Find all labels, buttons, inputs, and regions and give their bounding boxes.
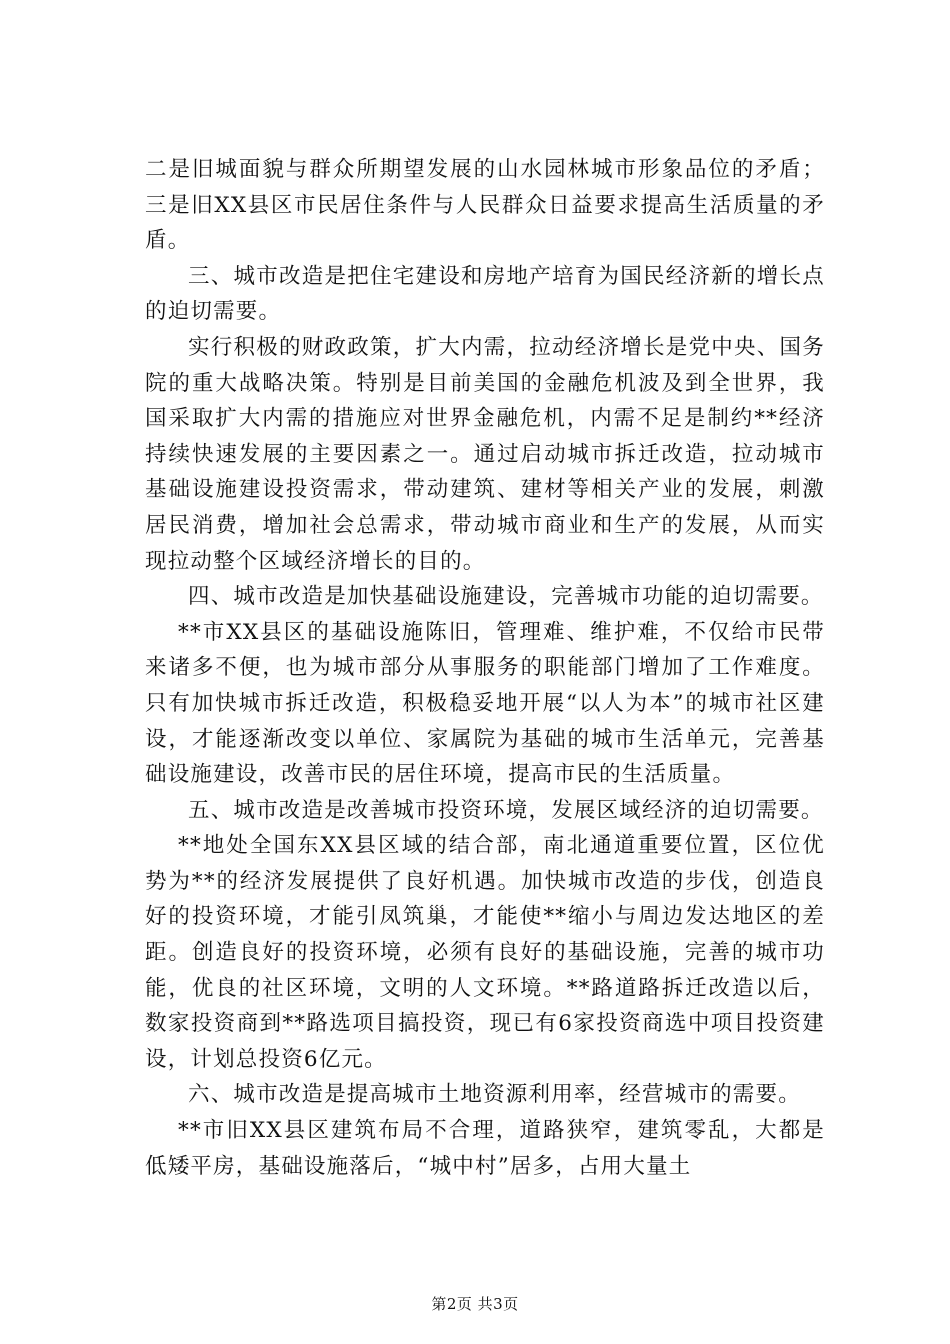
paragraph-infrastructure: **市XX县区的基础设施陈旧，管理难、维护难，不仅给市民带来诸多不便，也为城市部分从事服务的职能部门增加了工作难度。只有加快城市拆迁改造，积极稳妥地开展“以人为本”的城市社区建设，才能逐渐改变以单位、家属院为基础的城市生活单元，完善基础设施建设，改善市民的居住环境，提高市民的生活质量。 (145, 619, 825, 788)
section-heading-4: 四、城市改造是加快基础设施建设，完善城市功能的迫切需要。 (188, 584, 824, 610)
paragraph-continuation: 二是旧城面貌与群众所期望发展的山水园林城市形象品位的矛盾；三是旧XX县区市民居住条件与人民群众日益要求提高生活质量的矛盾。 (145, 157, 825, 254)
section-heading-6: 六、城市改造是提高城市土地资源利用率，经营城市的需要。 (188, 1082, 801, 1108)
paragraph-investment-environment: **地处全国东XX县区域的结合部，南北通道重要位置，区位优势为**的经济发展提供了良好机遇。加快城市改造的步伐，创造良好的投资环境，才能引凤筑巢，才能使**缩小与周边发达地区的差距。创造良好的投资环境，必须有良好的基础设施，完善的城市功能，优良的社区环境，文明的人文环境。**路道路拆迁改造以后，数家投资商到**路选项目搞投资，现已有6家投资商选中项目投资建设，计划总投资6亿元。 (145, 833, 825, 1072)
section-heading-3: 三、城市改造是把住宅建设和房地产培育为国民经济新的增长点的迫切需要。 (145, 263, 825, 325)
section-heading-5: 五、城市改造是改善城市投资环境，发展区域经济的迫切需要。 (188, 797, 824, 823)
page-number-footer: 第2页 共3页 (431, 1295, 519, 1313)
paragraph-fiscal-policy: 实行积极的财政政策，扩大内需，拉动经济增长是党中央、国务院的重大战略决策。特别是目前美国的金融危机波及到全世界，我国采取扩大内需的措施应对世界金融危机，内需不足是制约**经济持续快速发展的主要因素之一。通过启动城市拆迁改造，拉动城市基础设施建设投资需求，带动建筑、建材等相关产业的发展，刺激居民消费，增加社会总需求，带动城市商业和生产的发展，从而实现拉动整个区域经济增长的目的。 (145, 334, 825, 574)
document-body (145, 152, 825, 1184)
paragraph-land-use: **市旧XX县区建筑布局不合理，道路狭窄，建筑零乱，大都是低矮平房，基础设施落后，“城中村”居多，占用大量土 (145, 1118, 825, 1179)
